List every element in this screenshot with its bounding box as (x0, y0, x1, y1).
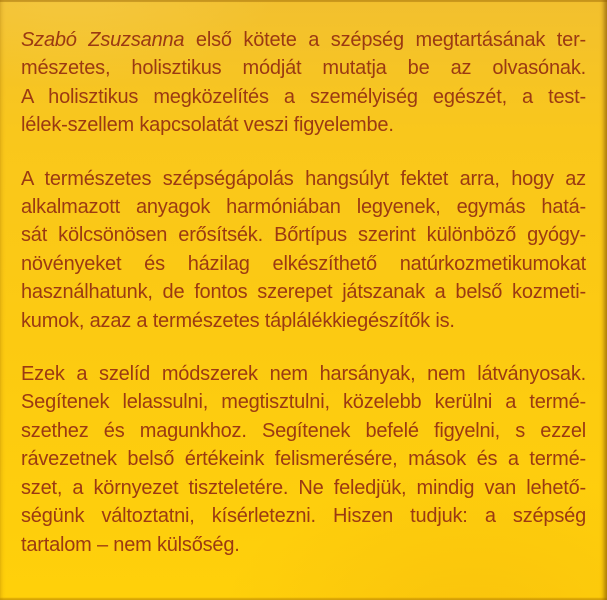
text-line: rávezetnek belső értékeink felismerésére, mások és a termé- (21, 448, 586, 471)
text-line: tartalom – nem külsőség. (21, 533, 240, 556)
text-line: szet, a környezet tiszteletére. Ne feledjük, mindig van lehető- (21, 476, 586, 499)
text-line: ségünk változtatni, kísérletezni. Hiszen tudjuk: a szépség (21, 505, 586, 528)
paragraph-2 (21, 165, 586, 335)
text-line: Ezek a szelíd módszerek nem harsányak, nem látványosak. (21, 363, 586, 386)
text-line: növényeket és házilag elkészíthető natúrkozmetikumokat (21, 252, 586, 275)
text-line: használhatunk, de fontos szerepet játszanak a belső kozmeti- (21, 281, 586, 304)
paragraph-1 (21, 26, 586, 140)
text-line: kumok, azaz a természetes táplálékkiegészítők is. (21, 309, 455, 332)
text-line: Szabó Zsuzsanna első kötete a szépség megtartásának ter- (21, 29, 586, 51)
text-line: sát kölcsönösen erősítsék. Bőrtípus szerint különböző gyógy- (21, 224, 586, 247)
text-line: szethez és magunkhoz. Segítenek befelé figyelni, s ezzel (21, 419, 586, 442)
text-line: mészetes, holisztikus módját mutatja be az olvasónak. (21, 57, 586, 80)
description-text (21, 26, 586, 584)
text-line: A holisztikus megközelítés a személyiség egészét, a test- (21, 85, 586, 108)
paragraph-3 (21, 360, 586, 559)
text-line: lélek-szellem kapcsolatát veszi figyelembe. (21, 114, 394, 137)
text-line: alkalmazott anyagok harmóniában legyenek, egymás hatá- (21, 196, 586, 219)
author-name-italic: Szabó Zsuzsanna (21, 29, 185, 51)
text-line: Segítenek lelassulni, megtisztulni, közelebb kerülni a termé- (21, 391, 586, 414)
text-line: A természetes szépségápolás hangsúlyt fektet arra, hogy az (21, 167, 586, 190)
